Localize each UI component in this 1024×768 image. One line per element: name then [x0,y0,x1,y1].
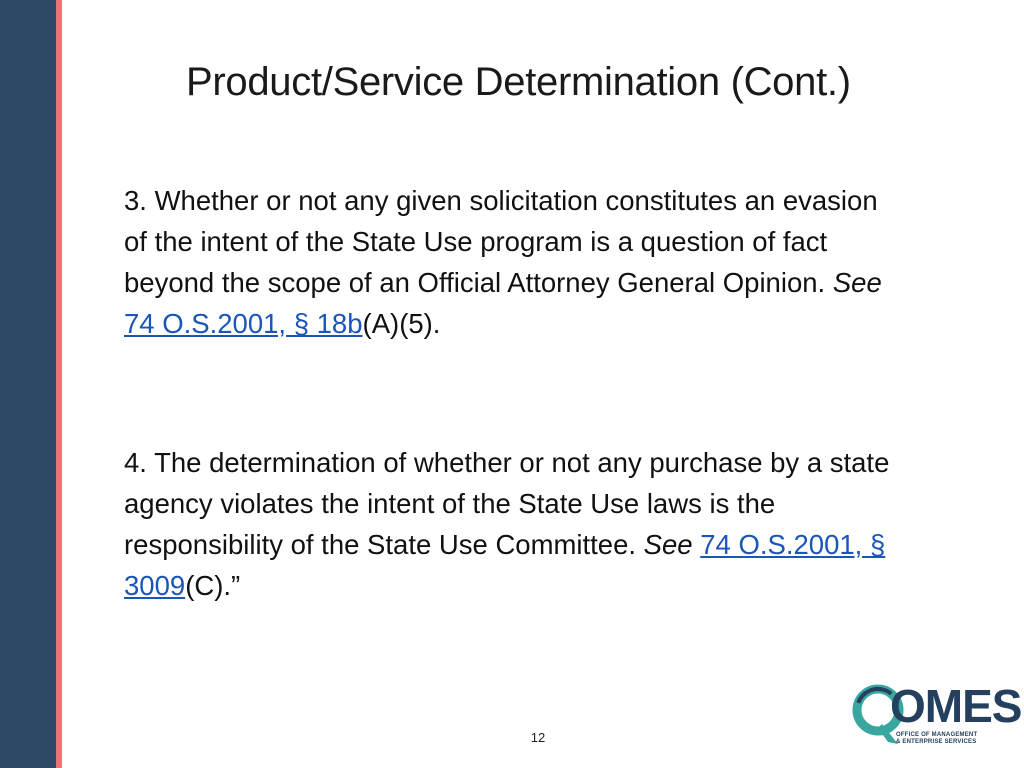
omes-logo-subtitle [896,732,1006,746]
omes-logo-wordmark: OMES [890,680,1022,732]
slide-title: Product/Service Determination (Cont.) [186,60,851,104]
omes-logo-subtitle-line1: OFFICE OF MANAGEMENT [896,732,978,738]
paragraph-3-text: 3. Whether or not any given solicitation constitutes an evasion of the intent of the State Use program is a question of fact beyond the scope of an Official Attorney General Opinion. [124,185,878,298]
paragraph-4-text: 4. The determination of whether or not any purchase by a state agency violates the intent of the State Use laws is the responsibility of the State Use Committee. [124,447,890,560]
omes-logo-subtitle-line2: & ENTERPRISE SERVICES [896,739,977,745]
paragraph-4-see: See [643,529,693,560]
paragraph-4-suffix: (C).” [185,570,241,601]
page-number: 12 [530,730,546,745]
paragraph-3-see: See [832,267,882,298]
left-sidebar-band [0,0,56,768]
statute-link-18b[interactable]: 74 O.S.2001, § 18b [124,308,363,339]
statute-link-3009[interactable]: 74 O.S.2001, § 3009 [124,529,886,601]
paragraph-3-suffix: (A)(5). [362,308,441,339]
paragraph-4 [124,442,894,606]
sidebar-accent-stripe [56,0,62,768]
paragraph-3 [124,180,894,344]
omes-logo [852,680,1022,756]
